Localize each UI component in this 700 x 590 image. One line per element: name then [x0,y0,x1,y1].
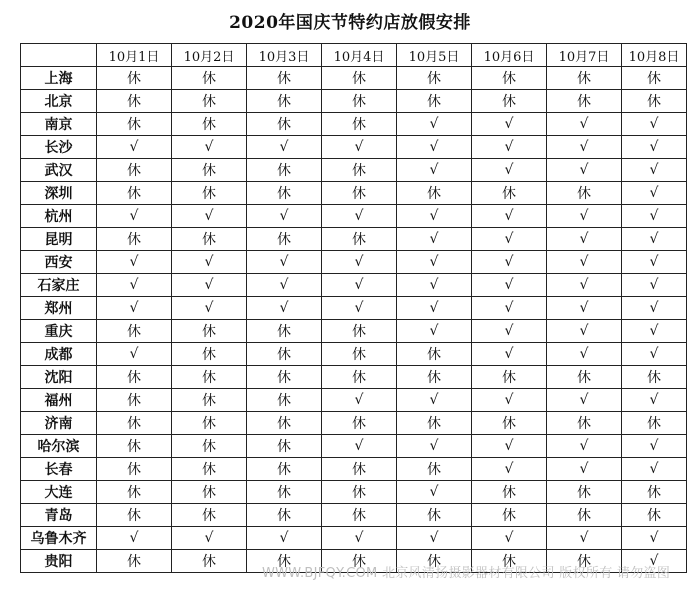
city-name: 福州 [21,389,97,412]
watermark-text: WWW.BJFQY.COM 北京风清扬摄影器材有限公司 版权所有 请勿盗图 [262,566,671,581]
schedule-cell: 休 [547,504,622,527]
schedule-cell: √ [322,527,397,550]
schedule-cell: √ [397,389,472,412]
schedule-cell: 休 [322,366,397,389]
schedule-cell: 休 [247,435,322,458]
schedule-cell: √ [397,205,472,228]
schedule-cell: 休 [172,67,247,90]
schedule-cell: √ [547,159,622,182]
table-row [21,182,687,205]
schedule-cell: 休 [247,320,322,343]
schedule-cell: 休 [472,412,547,435]
schedule-cell: 休 [247,182,322,205]
schedule-cell: 休 [97,228,172,251]
date-header: 10月1日 [97,44,172,67]
schedule-cell: 休 [172,320,247,343]
schedule-cell: √ [622,527,687,550]
schedule-cell: √ [472,113,547,136]
schedule-cell: √ [97,205,172,228]
city-name: 贵阳 [21,550,97,573]
city-name: 北京 [21,90,97,113]
city-name: 郑州 [21,297,97,320]
schedule-cell: 休 [472,504,547,527]
schedule-cell: 休 [547,90,622,113]
city-name: 南京 [21,113,97,136]
schedule-cell: √ [472,159,547,182]
city-name: 石家庄 [21,274,97,297]
schedule-cell: 休 [322,504,397,527]
schedule-cell: √ [472,435,547,458]
date-header: 10月6日 [472,44,547,67]
schedule-cell: √ [172,527,247,550]
schedule-cell: √ [622,113,687,136]
corner-header [21,44,97,67]
schedule-cell: 休 [247,90,322,113]
schedule-cell: √ [622,182,687,205]
schedule-cell: 休 [172,366,247,389]
schedule-cell: √ [97,297,172,320]
schedule-cell: 休 [97,182,172,205]
schedule-cell: 休 [397,343,472,366]
schedule-cell: √ [322,435,397,458]
schedule-cell: √ [622,159,687,182]
schedule-cell: √ [397,159,472,182]
schedule-cell: √ [397,274,472,297]
schedule-cell: 休 [247,412,322,435]
table-row [21,136,687,159]
schedule-cell: √ [172,274,247,297]
city-name: 成都 [21,343,97,366]
schedule-cell: 休 [172,504,247,527]
table-row [21,159,687,182]
schedule-cell: 休 [322,182,397,205]
header-row [21,44,687,67]
schedule-cell: √ [247,274,322,297]
schedule-cell: 休 [247,67,322,90]
schedule-cell: 休 [247,343,322,366]
schedule-cell: 休 [97,412,172,435]
table-row [21,366,687,389]
table-row [21,205,687,228]
table-row [21,458,687,481]
schedule-cell: √ [322,389,397,412]
schedule-cell: √ [472,320,547,343]
schedule-cell: 休 [322,550,397,573]
schedule-cell: √ [97,251,172,274]
city-name: 济南 [21,412,97,435]
schedule-cell: √ [622,274,687,297]
table-row [21,435,687,458]
schedule-cell: 休 [547,412,622,435]
schedule-cell: √ [547,527,622,550]
schedule-cell: √ [247,527,322,550]
schedule-cell: 休 [472,550,547,573]
schedule-cell: √ [547,136,622,159]
schedule-cell: √ [172,297,247,320]
schedule-cell: √ [622,228,687,251]
schedule-cell: √ [322,297,397,320]
schedule-cell: √ [322,274,397,297]
date-header: 10月4日 [322,44,397,67]
schedule-cell: 休 [322,67,397,90]
schedule-cell: 休 [622,412,687,435]
schedule-cell: 休 [97,366,172,389]
page-title: 2020年国庆节特约店放假安排 [229,13,471,33]
schedule-cell: 休 [322,159,397,182]
schedule-cell: 休 [97,67,172,90]
schedule-cell: √ [247,136,322,159]
schedule-cell: 休 [97,481,172,504]
schedule-cell: √ [472,297,547,320]
schedule-cell: √ [322,136,397,159]
schedule-cell: 休 [397,67,472,90]
schedule-cell: √ [247,251,322,274]
schedule-cell: √ [472,458,547,481]
schedule-cell: √ [622,550,687,573]
schedule-cell: √ [97,527,172,550]
schedule-cell: 休 [622,504,687,527]
schedule-cell: 休 [322,481,397,504]
schedule-cell: 休 [622,67,687,90]
schedule-cell: √ [547,320,622,343]
city-name: 上海 [21,67,97,90]
city-name: 西安 [21,251,97,274]
schedule-cell: 休 [397,550,472,573]
schedule-cell: 休 [247,159,322,182]
date-header: 10月5日 [397,44,472,67]
city-name: 重庆 [21,320,97,343]
schedule-cell: √ [472,343,547,366]
table-row [21,389,687,412]
schedule-cell: 休 [172,458,247,481]
schedule-cell: √ [247,297,322,320]
schedule-cell: √ [622,136,687,159]
schedule-cell: √ [397,228,472,251]
schedule-cell: 休 [172,550,247,573]
schedule-cell: 休 [472,67,547,90]
schedule-cell: √ [472,389,547,412]
schedule-cell: √ [397,527,472,550]
table-row [21,527,687,550]
schedule-cell: 休 [622,366,687,389]
schedule-cell: √ [97,343,172,366]
schedule-cell: 休 [247,113,322,136]
schedule-cell: 休 [97,458,172,481]
schedule-cell: √ [472,228,547,251]
table-row [21,228,687,251]
schedule-cell: √ [472,251,547,274]
schedule-cell: 休 [97,389,172,412]
schedule-cell: 休 [172,90,247,113]
schedule-cell: 休 [397,412,472,435]
schedule-cell: √ [622,320,687,343]
table-row [21,113,687,136]
schedule-cell: 休 [397,366,472,389]
schedule-cell: 休 [97,435,172,458]
schedule-cell: √ [547,113,622,136]
schedule-cell: √ [547,251,622,274]
schedule-cell: 休 [172,113,247,136]
schedule-cell: 休 [247,550,322,573]
city-name: 乌鲁木齐 [21,527,97,550]
schedule-cell: √ [622,205,687,228]
table-row [21,481,687,504]
schedule-cell: 休 [322,458,397,481]
schedule-cell: 休 [547,67,622,90]
schedule-cell: √ [547,435,622,458]
date-header: 10月3日 [247,44,322,67]
schedule-cell: 休 [247,458,322,481]
schedule-cell: 休 [97,504,172,527]
schedule-cell: 休 [247,228,322,251]
schedule-cell: 休 [172,435,247,458]
schedule-cell: √ [547,458,622,481]
schedule-cell: √ [622,297,687,320]
schedule-cell: 休 [547,366,622,389]
schedule-cell: √ [397,320,472,343]
city-name: 长春 [21,458,97,481]
schedule-cell: 休 [172,412,247,435]
table-row [21,297,687,320]
schedule-cell: √ [547,343,622,366]
schedule-cell: √ [547,389,622,412]
date-header: 10月7日 [547,44,622,67]
schedule-cell: √ [397,113,472,136]
schedule-cell: √ [322,251,397,274]
city-name: 昆明 [21,228,97,251]
schedule-cell: 休 [322,90,397,113]
city-name: 武汉 [21,159,97,182]
schedule-cell: √ [472,527,547,550]
schedule-cell: 休 [97,320,172,343]
schedule-cell: √ [322,205,397,228]
city-name: 大连 [21,481,97,504]
schedule-cell: √ [397,435,472,458]
schedule-cell: 休 [322,320,397,343]
schedule-cell: 休 [472,182,547,205]
schedule-cell: √ [172,251,247,274]
schedule-cell: 休 [622,481,687,504]
schedule-cell: √ [397,136,472,159]
city-name: 深圳 [21,182,97,205]
schedule-cell: √ [247,205,322,228]
table-row [21,343,687,366]
schedule-cell: √ [547,228,622,251]
schedule-cell: 休 [172,182,247,205]
schedule-cell: √ [622,435,687,458]
schedule-cell: 休 [247,504,322,527]
schedule-cell: √ [172,205,247,228]
schedule-cell: √ [472,274,547,297]
schedule-cell: 休 [172,228,247,251]
schedule-cell: 休 [472,90,547,113]
schedule-cell: √ [622,458,687,481]
schedule-cell: 休 [97,113,172,136]
schedule-cell: √ [547,297,622,320]
schedule-cell: 休 [172,389,247,412]
table-row [21,67,687,90]
table-row [21,412,687,435]
schedule-cell: 休 [472,366,547,389]
table-row [21,274,687,297]
schedule-cell: 休 [397,504,472,527]
schedule-cell: √ [97,274,172,297]
schedule-cell: √ [397,481,472,504]
city-name: 青岛 [21,504,97,527]
schedule-cell: 休 [172,481,247,504]
schedule-cell: 休 [322,228,397,251]
schedule-cell: 休 [247,389,322,412]
date-header: 10月2日 [172,44,247,67]
schedule-cell: 休 [472,481,547,504]
schedule-cell: 休 [322,412,397,435]
table-row [21,90,687,113]
schedule-cell: 休 [547,182,622,205]
schedule-cell: 休 [397,90,472,113]
date-header: 10月8日 [622,44,687,67]
schedule-cell: 休 [322,343,397,366]
schedule-cell: 休 [397,458,472,481]
city-name: 沈阳 [21,366,97,389]
schedule-cell: √ [397,251,472,274]
city-name: 哈尔滨 [21,435,97,458]
schedule-cell: √ [172,136,247,159]
schedule-cell: 休 [247,366,322,389]
schedule-cell: √ [622,251,687,274]
schedule-cell: 休 [97,159,172,182]
schedule-cell: √ [547,274,622,297]
schedule-cell: 休 [397,182,472,205]
schedule-body [21,67,687,573]
table-row [21,251,687,274]
schedule-cell: √ [472,136,547,159]
schedule-cell: √ [472,205,547,228]
table-row [21,504,687,527]
schedule-cell: √ [397,297,472,320]
schedule-cell: 休 [97,550,172,573]
schedule-cell: 休 [322,113,397,136]
schedule-cell: √ [622,343,687,366]
schedule-cell: √ [547,205,622,228]
city-name: 长沙 [21,136,97,159]
schedule-cell: 休 [97,90,172,113]
table-row [21,320,687,343]
schedule-cell: 休 [547,550,622,573]
schedule-cell: 休 [247,481,322,504]
holiday-schedule-table [20,43,687,573]
schedule-cell: 休 [622,90,687,113]
schedule-cell: 休 [172,343,247,366]
schedule-cell: √ [622,389,687,412]
schedule-cell: 休 [172,159,247,182]
schedule-cell: √ [97,136,172,159]
city-name: 杭州 [21,205,97,228]
schedule-cell: 休 [547,481,622,504]
